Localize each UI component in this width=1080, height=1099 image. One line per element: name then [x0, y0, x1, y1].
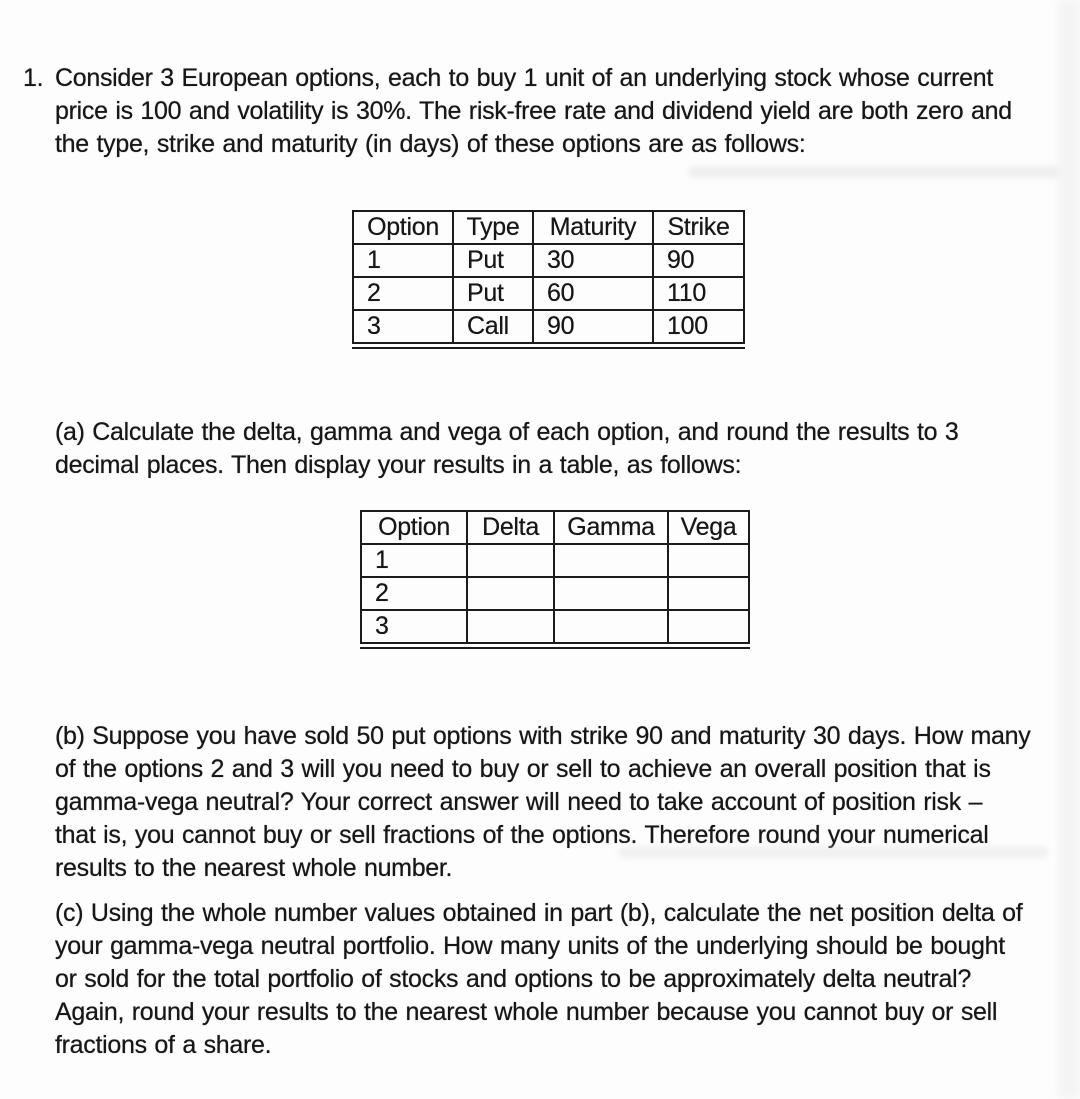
column-header: Delta — [467, 511, 554, 544]
text-line: that is, you cannot buy or sell fractions of the options. Therefore round your numerical — [55, 821, 989, 849]
column-header: Type — [453, 211, 533, 244]
column-header: Gamma — [554, 511, 668, 544]
table-cell: 2 — [353, 277, 453, 310]
text-line: Consider 3 European options, each to buy 1 unit of an underlying stock whose current — [55, 64, 993, 92]
part-b-paragraph — [55, 720, 1055, 885]
text-line: (c) Using the whole number values obtained in part (b), calculate the net position delta of — [55, 899, 1023, 927]
text-line: results to the nearest whole number. — [55, 854, 453, 882]
column-header: Option — [353, 211, 453, 244]
table-cell-empty — [554, 610, 668, 643]
problem-number: 1. — [23, 64, 44, 92]
table-cell-empty — [668, 610, 749, 643]
text-line: your gamma-vega neutral portfolio. How many units of the underlying should be bought — [55, 932, 1005, 960]
text-line: the type, strike and maturity (in days) of these options are as follows: — [55, 130, 806, 158]
table-cell: 3 — [361, 610, 467, 643]
intro-paragraph — [55, 62, 1055, 161]
part-a-paragraph — [55, 416, 1055, 482]
results-table-block — [360, 510, 750, 649]
table-cell: 1 — [353, 244, 453, 277]
options-table-block — [352, 210, 745, 349]
table-cell: Call — [453, 310, 533, 343]
table-cell-empty — [668, 577, 749, 610]
table-cell-empty — [554, 544, 668, 577]
table-header-row — [353, 211, 744, 244]
table-cell: 30 — [533, 244, 653, 277]
text-line: fractions of a share. — [55, 1031, 272, 1059]
problem-body — [55, 62, 1055, 1062]
text-line: price is 100 and volatility is 30%. The risk-free rate and dividend yield are both zero and — [55, 97, 1012, 125]
table-cell: 90 — [653, 244, 744, 277]
table-header-row — [361, 511, 749, 544]
table-cell: 60 — [533, 277, 653, 310]
column-header: Strike — [653, 211, 744, 244]
table-cell-empty — [668, 544, 749, 577]
text-line: of the options 2 and 3 will you need to buy or sell to achieve an overall position that is — [55, 755, 991, 783]
table-cell-empty — [467, 577, 554, 610]
table-cell: 90 — [533, 310, 653, 343]
table-cell-empty — [467, 544, 554, 577]
column-header: Option — [361, 511, 467, 544]
table-cell: 2 — [361, 577, 467, 610]
column-header: Maturity — [533, 211, 653, 244]
table-row — [361, 544, 749, 577]
results-table — [360, 510, 750, 644]
text-line: decimal places. Then display your results in a table, as follows: — [55, 451, 742, 479]
table-cell: 110 — [653, 277, 744, 310]
text-line: Again, round your results to the nearest whole number because you cannot buy or sell — [55, 998, 998, 1026]
table-row — [361, 610, 749, 643]
table-cell: Put — [453, 277, 533, 310]
table-row — [353, 277, 744, 310]
table-row — [353, 244, 744, 277]
table-bottom-rule — [352, 347, 745, 349]
table-cell: Put — [453, 244, 533, 277]
table-cell: 100 — [653, 310, 744, 343]
table-row — [353, 310, 744, 343]
text-line: gamma-vega neutral? Your correct answer will need to take account of position risk – — [55, 788, 983, 816]
table-row — [361, 577, 749, 610]
options-table — [352, 210, 745, 344]
text-line: or sold for the total portfolio of stocks and options to be approximately delta neutral? — [55, 965, 971, 993]
text-line: (a) Calculate the delta, gamma and vega of each option, and round the results to 3 — [55, 418, 959, 446]
table-bottom-rule — [360, 647, 750, 649]
table-cell: 1 — [361, 544, 467, 577]
table-cell-empty — [554, 577, 668, 610]
column-header: Vega — [668, 511, 749, 544]
table-cell-empty — [467, 610, 554, 643]
part-c-paragraph — [55, 897, 1055, 1062]
table-cell: 3 — [353, 310, 453, 343]
text-line: (b) Suppose you have sold 50 put options with strike 90 and maturity 30 days. How many — [55, 722, 1031, 750]
